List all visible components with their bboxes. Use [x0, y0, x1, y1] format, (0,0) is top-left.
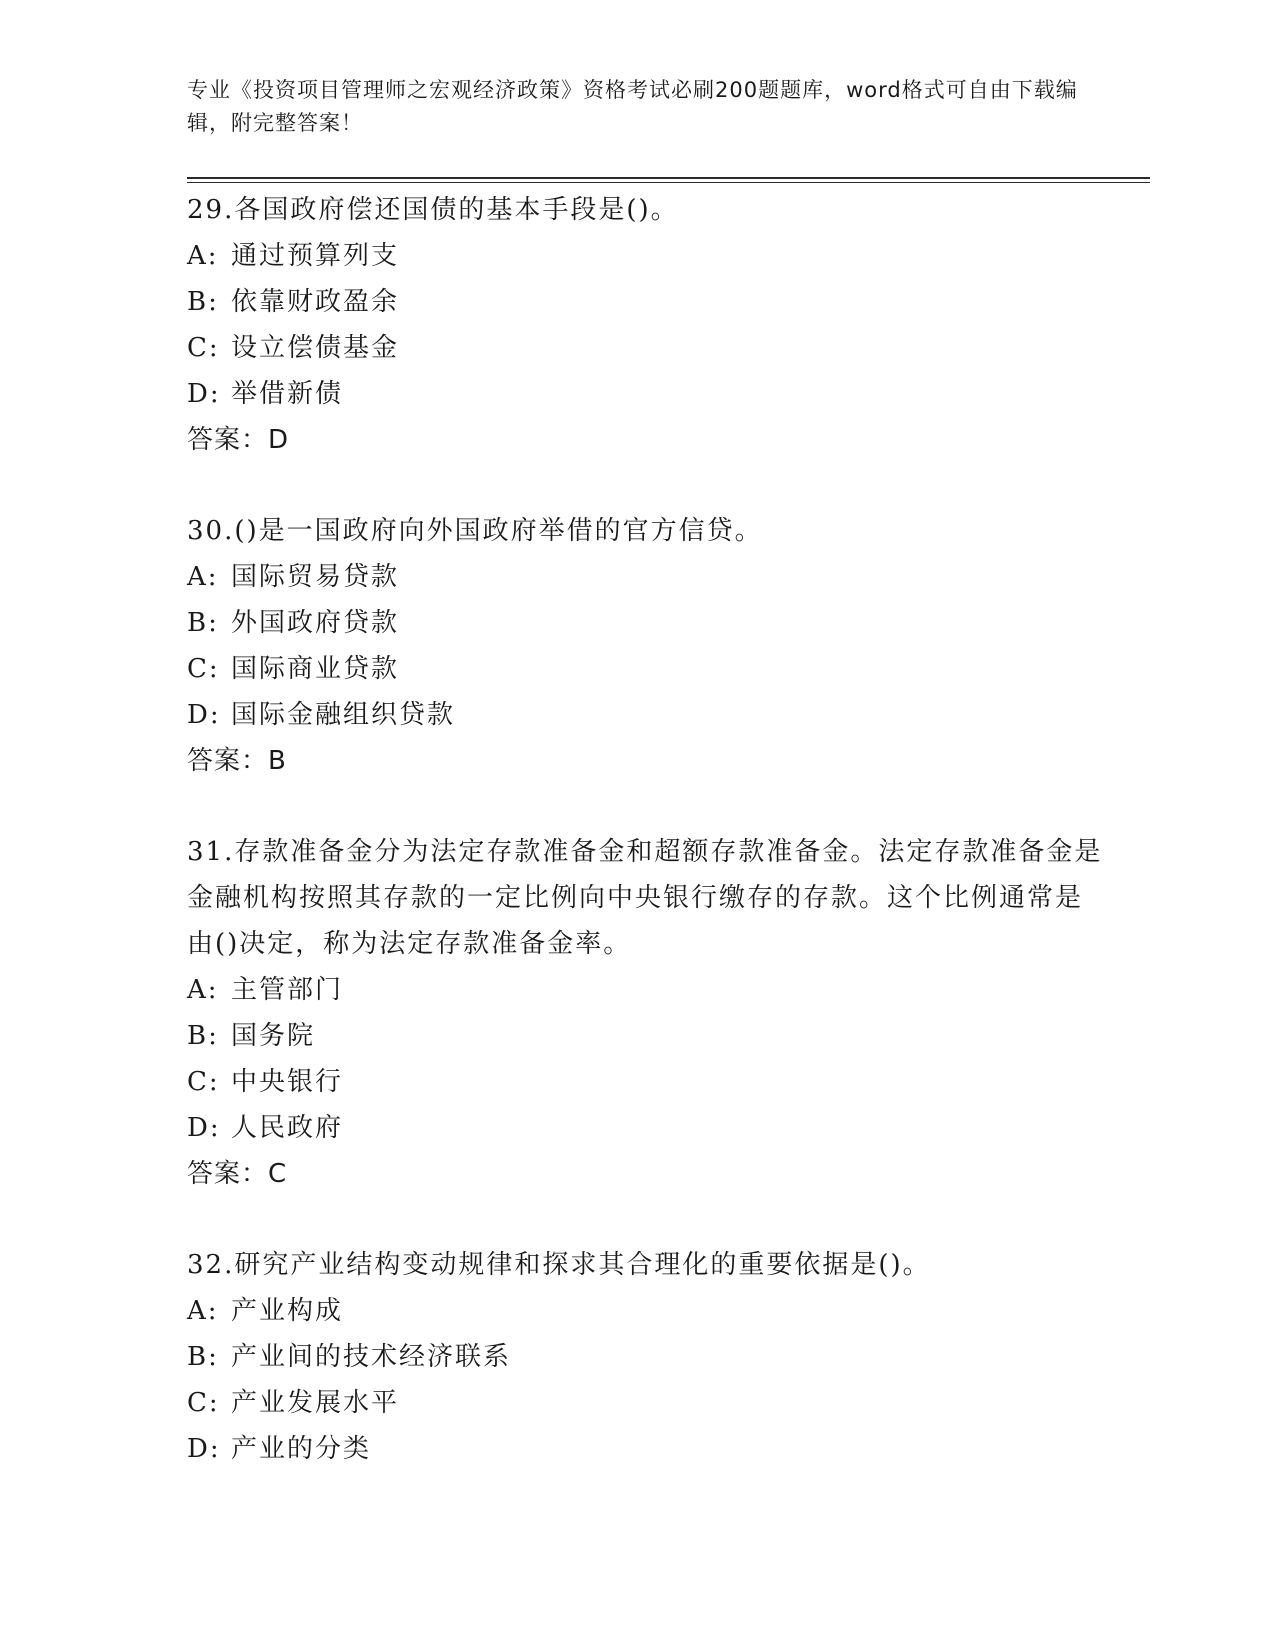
question-list — [187, 187, 1107, 1517]
option-key: A: — [187, 975, 219, 1005]
header-divider-thick — [187, 177, 1150, 179]
option-d — [187, 692, 1107, 738]
option-text: 通过预算列支 — [231, 241, 400, 271]
option-key: D: — [187, 1113, 221, 1143]
question-31 — [187, 829, 1107, 1197]
answer-text: 答案：D — [187, 425, 290, 455]
option-b — [187, 1334, 1107, 1380]
option-text: 主管部门 — [231, 975, 344, 1005]
option-key: A: — [187, 562, 219, 592]
option-text: 人民政府 — [231, 1113, 344, 1143]
question-30 — [187, 508, 1107, 784]
option-a — [187, 967, 1107, 1013]
option-a — [187, 233, 1107, 279]
option-key: D: — [187, 700, 221, 730]
question-29 — [187, 187, 1107, 463]
option-d — [187, 1426, 1107, 1472]
option-text: 国务院 — [231, 1021, 316, 1051]
option-key: B: — [187, 287, 219, 317]
answer-text: 答案：C — [187, 1159, 288, 1189]
option-text: 产业发展水平 — [231, 1388, 400, 1418]
option-b — [187, 279, 1107, 325]
option-key: C: — [187, 1067, 220, 1097]
option-text: 国际商业贷款 — [231, 654, 400, 684]
option-key: D: — [187, 1434, 221, 1464]
option-key: C: — [187, 333, 220, 363]
option-text: 中央银行 — [231, 1067, 344, 1097]
option-c — [187, 1059, 1107, 1105]
question-32 — [187, 1242, 1107, 1472]
option-key: B: — [187, 1342, 219, 1372]
option-key: B: — [187, 608, 219, 638]
option-d — [187, 1105, 1107, 1151]
option-text: 外国政府贷款 — [231, 608, 400, 638]
option-key: A: — [187, 1296, 219, 1326]
option-c — [187, 646, 1107, 692]
option-key: D: — [187, 379, 221, 409]
option-c — [187, 1380, 1107, 1426]
option-text: 设立偿债基金 — [231, 333, 400, 363]
question-text: 30.()是一国政府向外国政府举借的官方信贷。 — [187, 516, 763, 546]
option-key: B: — [187, 1021, 219, 1051]
option-key: C: — [187, 654, 220, 684]
option-text: 依靠财政盈余 — [231, 287, 400, 317]
option-text: 举借新债 — [231, 379, 344, 409]
option-text: 产业的分类 — [231, 1434, 372, 1464]
option-a — [187, 1288, 1107, 1334]
option-key: A: — [187, 241, 219, 271]
document-header-title: 专业《投资项目管理师之宏观经济政策》资格考试必刷200题题库，word格式可自由下载编辑，附完整答案！ — [187, 78, 1078, 135]
option-text: 国际金融组织贷款 — [231, 700, 456, 730]
option-text: 产业构成 — [231, 1296, 344, 1326]
question-text: 29.各国政府偿还国债的基本手段是()。 — [187, 195, 679, 225]
answer-text: 答案：B — [187, 746, 287, 776]
option-d — [187, 371, 1107, 417]
option-a — [187, 554, 1107, 600]
question-text: 32.研究产业结构变动规律和探求其合理化的重要依据是()。 — [187, 1250, 931, 1280]
option-b — [187, 1013, 1107, 1059]
option-text: 产业间的技术经济联系 — [231, 1342, 512, 1372]
option-c — [187, 325, 1107, 371]
option-b — [187, 600, 1107, 646]
option-text: 国际贸易贷款 — [231, 562, 400, 592]
option-key: C: — [187, 1388, 220, 1418]
question-text: 31.存款准备金分为法定存款准备金和超额存款准备金。法定存款准备金是金融机构按照其存款的一定比例向中央银行缴存的存款。这个比例通常是由()决定，称为法定存款准备金率。 — [187, 837, 1103, 959]
header-divider-thin — [187, 182, 1150, 183]
